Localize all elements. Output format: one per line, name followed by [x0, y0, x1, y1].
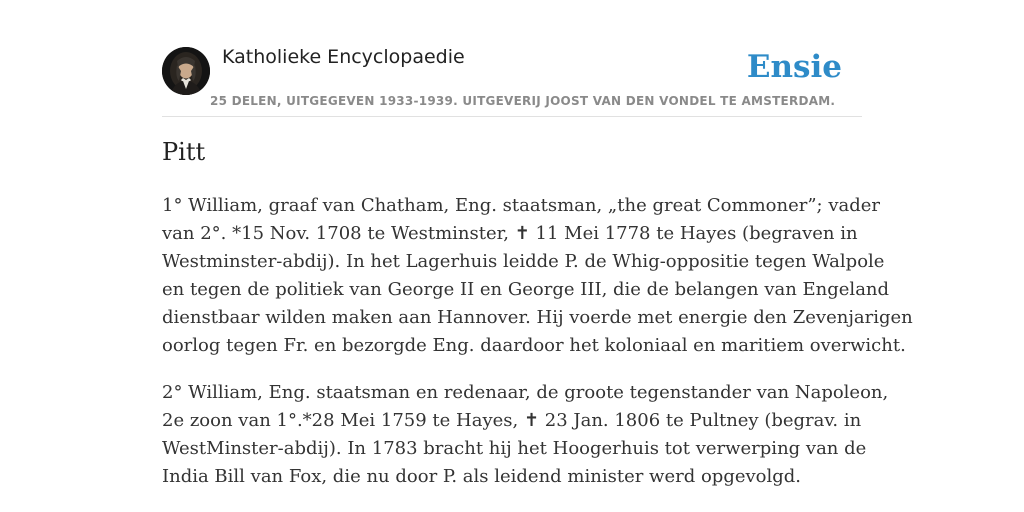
paragraph-line: dienstbaar wilden maken aan Hannover. Hij voerde met energie den Zevenjarigen	[162, 307, 913, 328]
paragraph-line: 2e zoon van 1°.*28 Mei 1759 te Hayes, ✝ 23 Jan. 1806 te Pultney (begrav. in	[162, 410, 862, 431]
source-header	[162, 44, 862, 117]
paragraph-line: van 2°. *15 Nov. 1708 te Westminster, ✝ 11 Mei 1778 te Hayes (begraven in	[162, 223, 858, 244]
source-subtitle: 25 DELEN, UITGEGEVEN 1933-1939. UITGEVERIJ JOOST VAN DEN VONDEL TE AMSTERDAM.	[210, 94, 836, 108]
article-paragraph	[162, 379, 889, 491]
article-title: Pitt	[162, 138, 206, 166]
source-title[interactable]: Katholieke Encyclopaedie	[222, 46, 465, 68]
brand-logo-link[interactable]: Ensie	[746, 49, 842, 85]
paragraph-line: 1° William, graaf van Chatham, Eng. staatsman, „the great Commoner”; vader	[162, 195, 881, 216]
paragraph-line: WestMinster-abdij). In 1783 bracht hij het Hoogerhuis tot verwerping van de	[162, 438, 867, 459]
paragraph-line: oorlog tegen Fr. en bezorgde Eng. daardoor het koloniaal en maritiem overwicht.	[162, 335, 906, 356]
paragraph-line: India Bill van Fox, die nu door P. als leidend minister werd opgevolgd.	[162, 466, 802, 487]
article-paragraph	[162, 192, 913, 360]
paragraph-line: en tegen de politiek van George II en George III, die de belangen van Engeland	[162, 279, 890, 300]
article-body	[162, 192, 913, 510]
portrait-avatar-icon	[162, 47, 210, 95]
paragraph-line: 2° William, Eng. staatsman en redenaar, de groote tegenstander van Napoleon,	[162, 382, 889, 403]
paragraph-line: Westminster-abdij). In het Lagerhuis leidde P. de Whig-oppositie tegen Walpole	[162, 251, 885, 272]
